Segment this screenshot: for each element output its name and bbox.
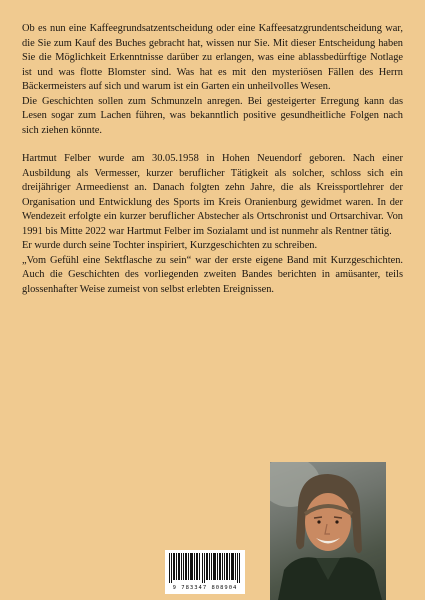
blurb-paragraph-2: Die Geschichten sollen zum Schmunzeln anregen. Bei gesteigerter Erregung kann das Lesen sogar zum Lachen führen, was bekanntlich positive gesundheitliche Folgen nach sich ziehen könnte. <box>22 95 403 136</box>
isbn-number: 9 783347 808904 <box>172 585 238 591</box>
author-portrait-image <box>270 462 386 600</box>
author-bio-paragraph: Hartmut Felber wurde am 30.05.1958 in Hohen Neuendorf geboren. Nach einer Ausbildung als Vermesser, kurzer beruflicher Tätigkeit als solcher, schloss sich ein dreijähriger Armeedienst an. Danach folgten zehn Jahre, die als Kreissportlehrer der Organisation und Entwicklung des Sports im Kreis Oranienburg gewidmet waren. In der Wendezeit erfolgte ein kurzer beruflicher Abstecher als Ortschronist und Ortsarchivar. Von 1991 bis Mitte 2022 war Hartmut Felber im Sozialamt und ist nunmehr als Rentner tätig. <box>22 153 403 237</box>
barcode-bars <box>165 550 245 584</box>
previous-book-paragraph: „Vom Gefühl eine Sektflasche zu sein“ war der erste eigene Band mit Kurzgeschichten. Auch die Geschichten des vorliegenden zweiten Bandes berichten in amüsanter, teils glossenhafter Weise zumeist von selbst erlebten Ereignissen. <box>22 254 403 295</box>
inspiration-paragraph: Er wurde durch seine Tochter inspiriert, Kurzgeschichten zu schreiben. <box>22 240 318 251</box>
blurb-paragraph-1: Ob es nun eine Kaffeegrundsatzentscheidung oder eine Kaffeesatzgrundentscheidung war, die Sie zum Kauf des Buches gebracht hat, wissen nur Sie. Mit dieser Entscheidung haben Sie die Möglichkeit Erkenntnisse darüber zu erlangen, was eine ablassbedürftige Notlage ist und was flotte Blomster sind. Was hat es mit den mysteriösen Fällen des Herrn Bäckermeisters auf sich und warum ist ein Garten ein unheilvolles Wesen. <box>22 23 403 92</box>
isbn-barcode <box>165 550 245 594</box>
paragraph-gap <box>22 138 403 152</box>
author-photo <box>270 462 386 600</box>
blurb-text <box>22 22 403 297</box>
